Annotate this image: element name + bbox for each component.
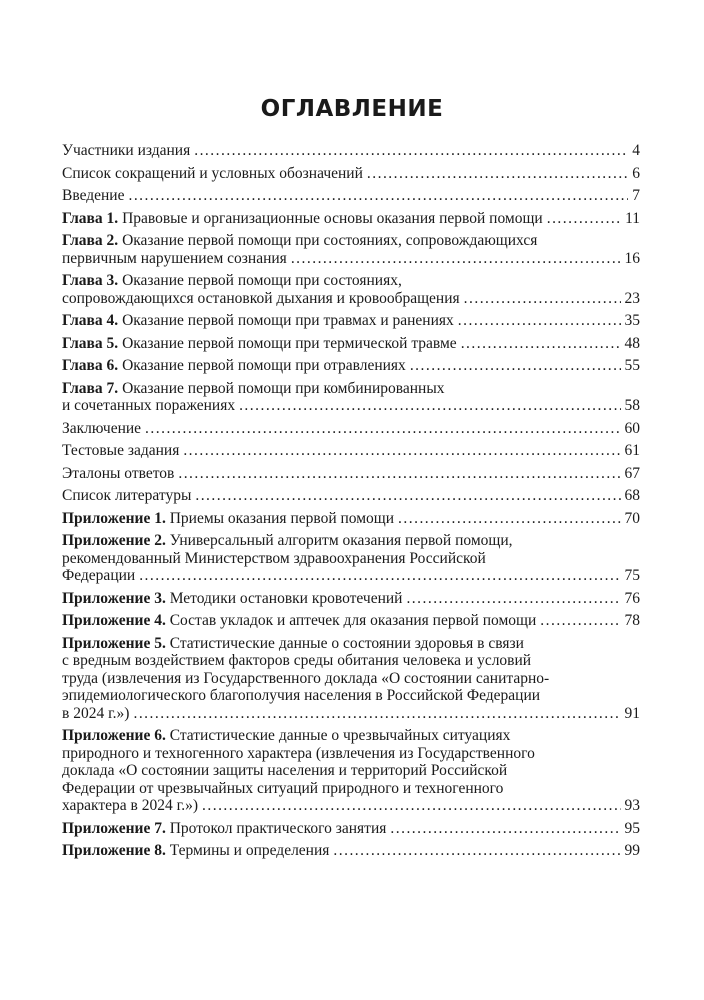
dot-leader <box>390 820 620 838</box>
toc-entry-title: Список сокращений и условных обозначений <box>62 164 363 182</box>
dot-leader <box>183 442 620 460</box>
toc-entry-title: Глава 1. Правовые и организационные основы оказания первой помощи <box>62 209 543 227</box>
toc-entry-title: Список литературы <box>62 487 192 504</box>
toc-entry[interactable] <box>62 142 640 160</box>
toc-entry-number: Приложение 8. <box>62 842 166 859</box>
toc-entry-title: Тестовые задания <box>62 442 180 459</box>
dot-leader <box>367 165 628 183</box>
toc-entry[interactable] <box>62 442 640 460</box>
toc-entry[interactable] <box>62 635 640 723</box>
toc-page-number: 4 <box>632 142 640 159</box>
toc-page-number: 91 <box>624 704 640 722</box>
toc-page-number: 7 <box>632 187 640 204</box>
dot-leader <box>398 510 620 528</box>
toc-entry[interactable] <box>62 312 640 330</box>
toc-entry-number: Приложение 5. <box>62 634 166 652</box>
toc-page-number: 60 <box>624 419 640 437</box>
toc-entry-title: Федерации <box>62 567 136 584</box>
toc-entry-title: Глава 6. Оказание первой помощи при отравлениях <box>62 357 406 374</box>
dot-leader <box>202 797 620 815</box>
toc-page-number: 23 <box>624 289 640 307</box>
toc-entry-title: Приложение 1. Приемы оказания первой помощи <box>62 509 395 527</box>
toc-entry-title: Приложение 7. Протокол практического занятия <box>62 819 387 837</box>
toc-entry-title: Приложение 8. Термины и определения <box>62 842 330 859</box>
dot-leader <box>406 590 620 608</box>
dot-leader <box>178 465 620 483</box>
toc-entry-number: Глава 5. <box>62 334 119 352</box>
toc-entry[interactable] <box>62 590 640 608</box>
toc-entry[interactable] <box>62 465 640 483</box>
toc-entry[interactable] <box>62 487 640 505</box>
toc-entry-title: Приложение 4. Состав укладок и аптечек для оказания первой помощи <box>62 612 537 629</box>
toc-page-number: 68 <box>624 487 640 504</box>
dot-leader <box>540 612 620 630</box>
toc-entry-number: Глава 6. <box>62 357 119 374</box>
toc-entry-line: рекомендованный Министерством здравоохранения Российской <box>62 549 486 567</box>
toc-entry[interactable] <box>62 187 640 205</box>
toc-entry-title: Глава 5. Оказание первой помощи при термической травме <box>62 334 457 352</box>
toc-entry-line: природного и техногенного характера (извлечения из Государственного <box>62 744 535 762</box>
toc-entry[interactable] <box>62 210 640 228</box>
dot-leader <box>461 335 621 353</box>
toc-entry-number: Приложение 7. <box>62 819 166 837</box>
toc-entry-line: Федерации от чрезвычайных ситуаций природного и техногенного <box>62 779 504 797</box>
toc-entry-line: Глава 7. Оказание первой помощи при комбинированных <box>62 379 445 397</box>
dot-leader <box>464 290 621 308</box>
toc-page-number: 95 <box>624 819 640 837</box>
page-title: ОГЛАВЛЕНИЕ <box>260 96 444 122</box>
toc-entry-number: Приложение 3. <box>62 589 166 607</box>
toc-entry-number: Глава 2. <box>62 232 119 249</box>
toc-entry-line: Приложение 2. Универсальный алгоритм оказания первой помощи, <box>62 532 513 549</box>
toc-entry-line: Глава 3. Оказание первой помощи при состояниях, <box>62 272 402 289</box>
toc-entry-line: доклада «О состоянии защиты населения и территорий Российской <box>62 762 508 779</box>
toc-entry[interactable] <box>62 842 640 860</box>
toc-entry[interactable] <box>62 232 640 267</box>
toc-entry[interactable] <box>62 532 640 585</box>
dot-leader <box>547 210 621 228</box>
toc-entry-number: Приложение 1. <box>62 509 166 527</box>
toc-entry-line: Приложение 6. Статистические данные о чрезвычайных ситуациях <box>62 727 511 744</box>
toc-entry[interactable] <box>62 612 640 630</box>
toc-page-number: 58 <box>624 397 640 414</box>
toc-entry[interactable] <box>62 820 640 838</box>
toc-entry-number: Глава 3. <box>62 272 119 289</box>
dot-leader <box>133 705 620 723</box>
toc-entry-number: Приложение 6. <box>62 727 166 744</box>
dot-leader <box>194 142 628 160</box>
dot-leader <box>291 250 621 268</box>
toc-entry[interactable] <box>62 380 640 415</box>
toc-entry-title: Эталоны ответов <box>62 464 175 482</box>
toc-page-number: 67 <box>624 464 640 482</box>
toc-page-number: 76 <box>624 589 640 607</box>
toc-entry[interactable] <box>62 420 640 438</box>
toc-entry-line: труда (извлечения из Государственного доклада «О состоянии санитарно- <box>62 669 550 687</box>
toc-entry-title: и сочетанных поражениях <box>62 397 236 414</box>
toc-page-number: 35 <box>624 312 640 329</box>
toc-entry-title: Заключение <box>62 419 142 437</box>
table-of-contents <box>62 142 640 865</box>
toc-entry-number: Глава 4. <box>62 312 119 329</box>
toc-entry-line: Приложение 5. Статистические данные о состоянии здоровья в связи <box>62 634 524 652</box>
dot-leader <box>195 487 620 505</box>
toc-entry[interactable] <box>62 165 640 183</box>
toc-page-number: 16 <box>624 249 640 267</box>
toc-entry-title: первичным нарушением сознания <box>62 249 287 267</box>
dot-leader <box>410 357 621 375</box>
toc-entry[interactable] <box>62 727 640 815</box>
toc-page-number: 70 <box>624 509 640 527</box>
dot-leader <box>458 312 621 330</box>
toc-entry-number: Приложение 4. <box>62 612 166 629</box>
toc-entry-title: Участники издания <box>62 142 191 159</box>
toc-page-number: 78 <box>624 612 640 629</box>
toc-page-number: 11 <box>625 209 640 227</box>
toc-page-number: 48 <box>624 334 640 352</box>
toc-entry-title: Введение <box>62 187 125 204</box>
dot-leader <box>239 397 620 415</box>
toc-entry-line: Глава 2. Оказание первой помощи при состояниях, сопровождающихся <box>62 232 538 249</box>
toc-page-number: 61 <box>624 442 640 459</box>
toc-entry-title: сопровождающихся остановкой дыхания и кровообращения <box>62 289 460 307</box>
toc-entry-title: Глава 4. Оказание первой помощи при травмах и ранениях <box>62 312 454 329</box>
toc-entry-number: Глава 1. <box>62 209 119 227</box>
toc-entry[interactable] <box>62 272 640 307</box>
toc-entry-title: в 2024 г.») <box>62 704 130 722</box>
toc-entry-title: Приложение 3. Методики остановки кровотечений <box>62 589 403 607</box>
toc-entry-number: Глава 7. <box>62 379 119 397</box>
toc-entry[interactable] <box>62 357 640 375</box>
toc-entry[interactable] <box>62 335 640 353</box>
toc-page-number: 93 <box>624 797 640 814</box>
toc-page-number: 55 <box>624 357 640 374</box>
dot-leader <box>333 842 620 860</box>
toc-entry-number: Приложение 2. <box>62 532 166 549</box>
dot-leader <box>145 420 620 438</box>
toc-entry-line: с вредным воздействием факторов среды обитания человека и условий <box>62 652 532 669</box>
toc-page-number: 99 <box>624 842 640 859</box>
toc-entry-title: характера в 2024 г.») <box>62 797 199 814</box>
toc-entry-line: эпидемиологического благополучия населения в Российской Федерации <box>62 687 541 704</box>
dot-leader <box>128 187 628 205</box>
toc-page-number: 75 <box>624 567 640 584</box>
dot-leader <box>139 567 620 585</box>
toc-entry[interactable] <box>62 510 640 528</box>
toc-page-number: 6 <box>632 164 640 182</box>
